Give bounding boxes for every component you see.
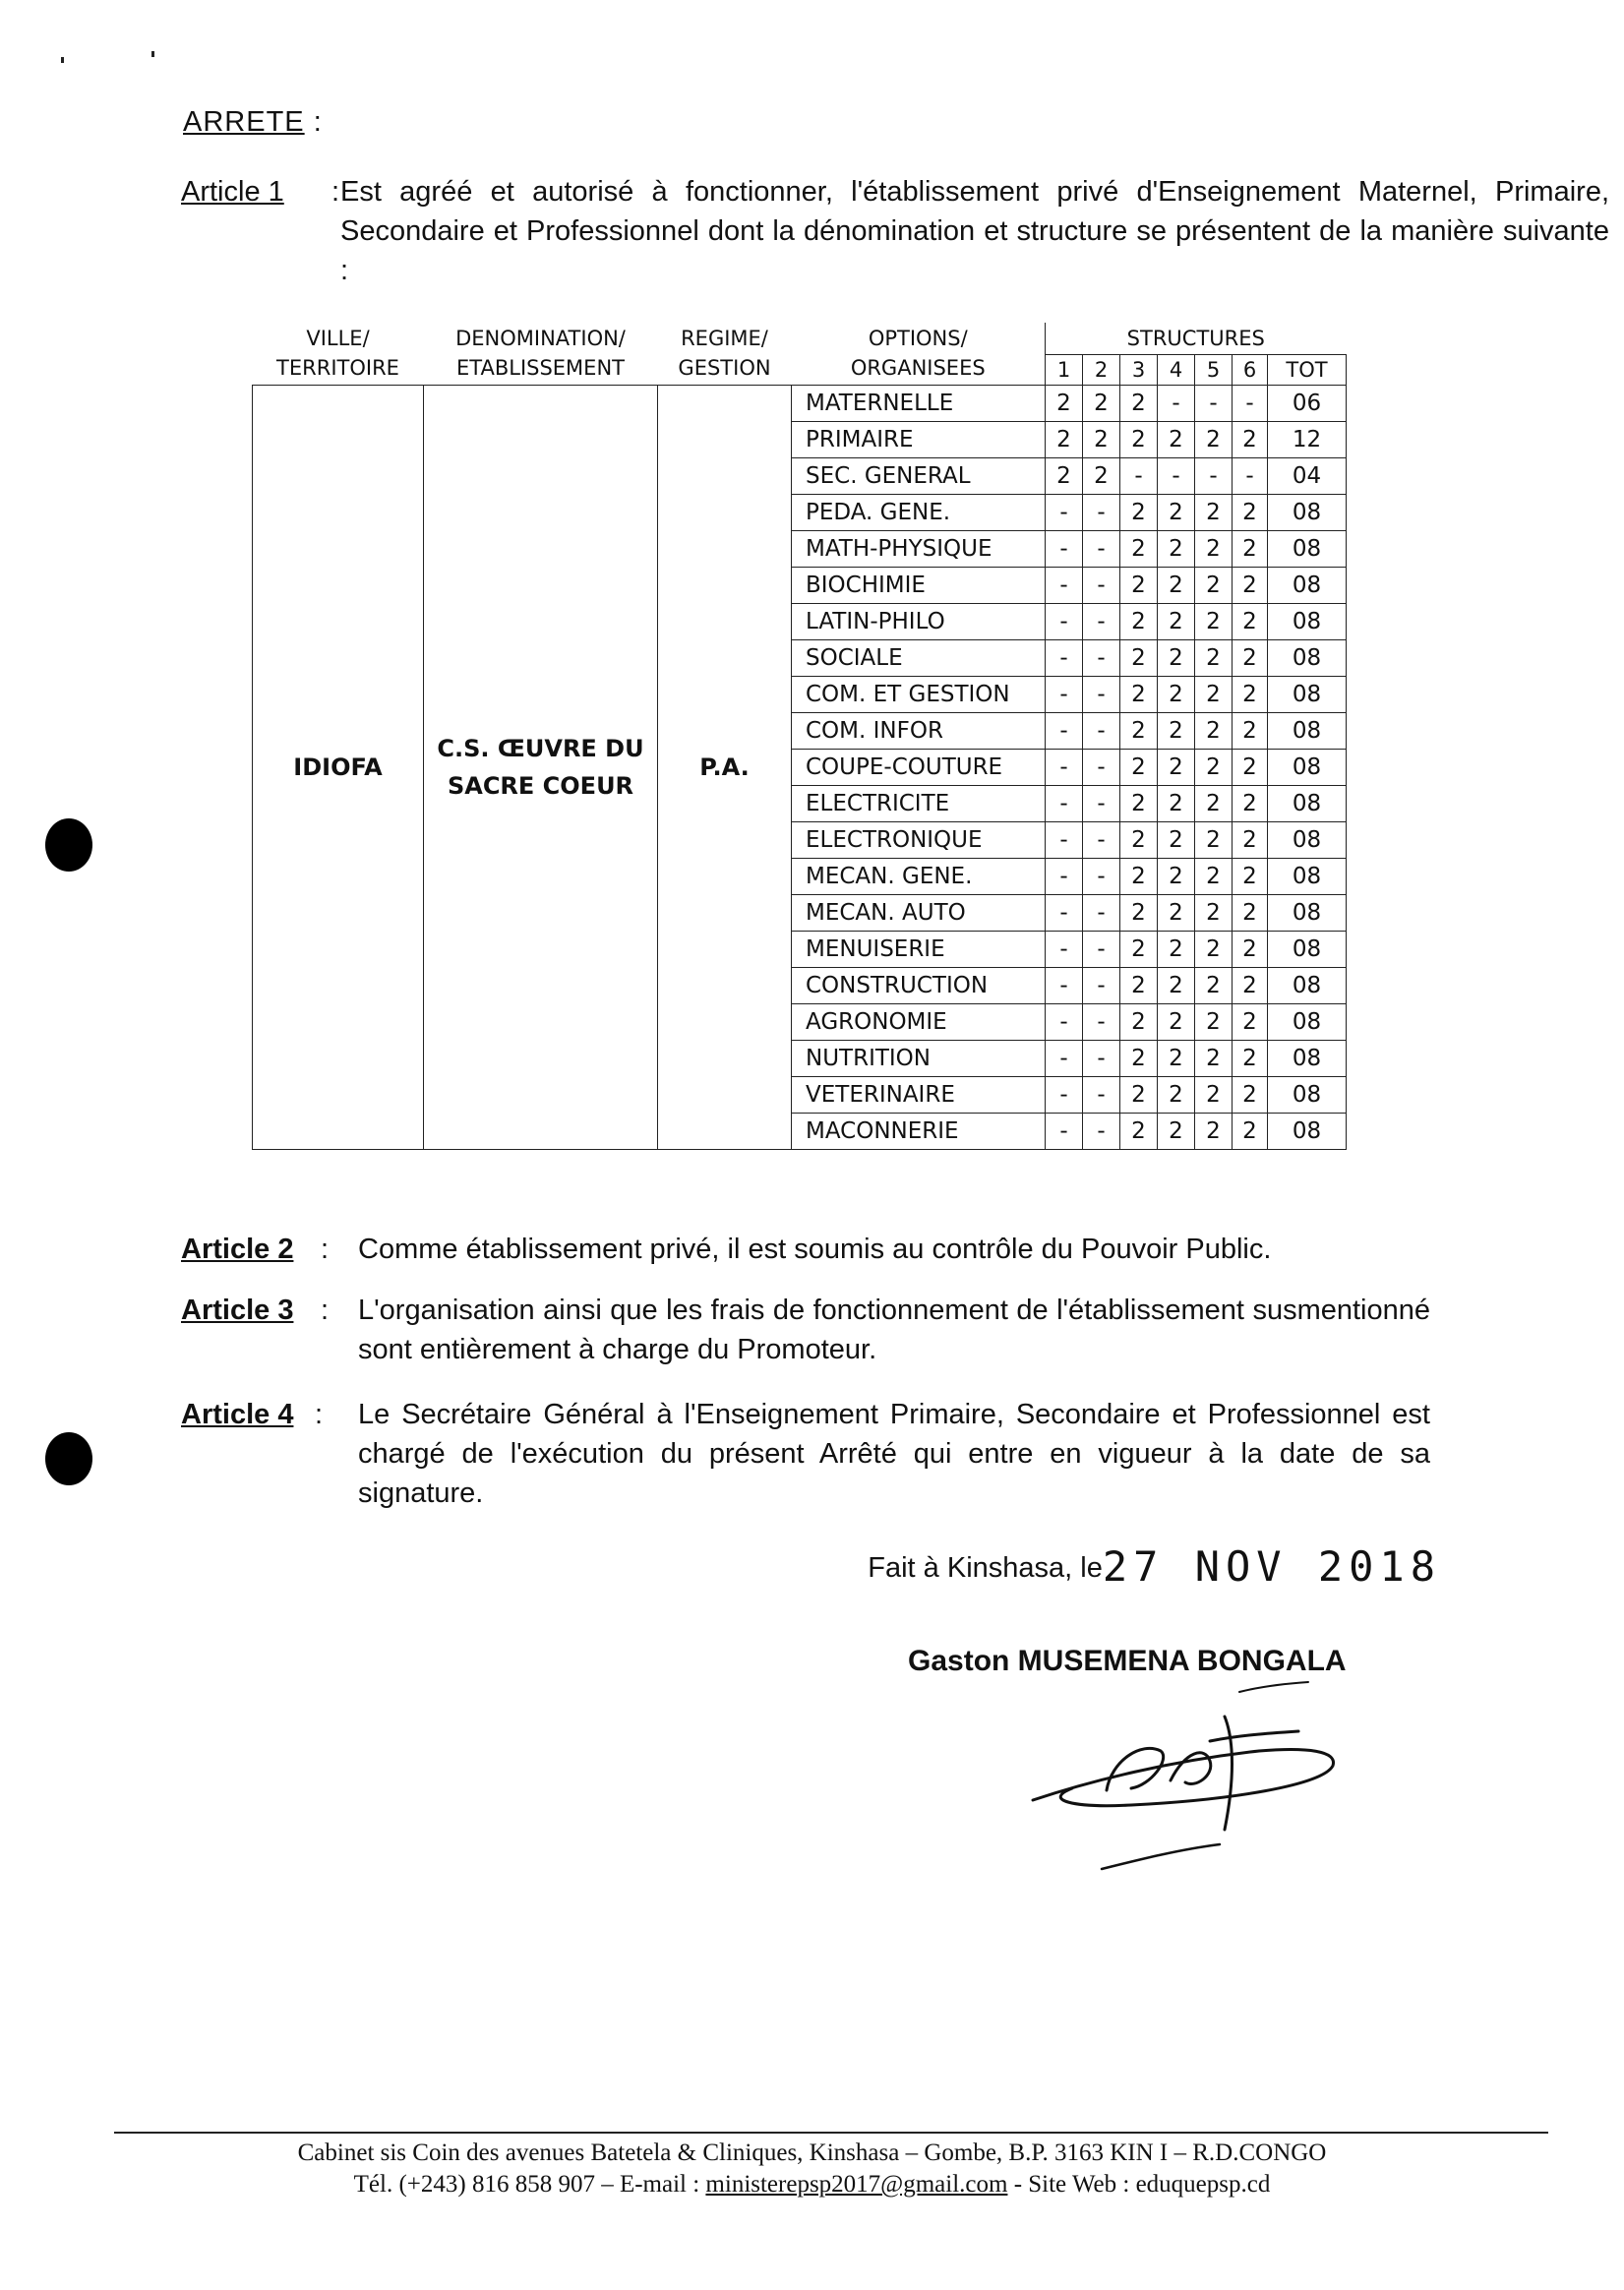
total-cell: 08 bbox=[1268, 1113, 1347, 1149]
total-cell: 08 bbox=[1268, 676, 1347, 712]
date-stamp: 27 NOV 2018 bbox=[1102, 1542, 1441, 1591]
structure-cell: 2 bbox=[1158, 821, 1195, 858]
option-cell: NUTRITION bbox=[792, 1040, 1046, 1076]
header-structures: STRUCTURES bbox=[1046, 323, 1347, 354]
structure-cell: - bbox=[1195, 457, 1233, 494]
structure-cell: - bbox=[1158, 385, 1195, 421]
footer-contact: Tél. (+243) 816 858 907 – E-mail : ministerepsp2017@gmail.com - Site Web : eduquepsp.cd bbox=[353, 2171, 1271, 2198]
structure-cell: 2 bbox=[1120, 1003, 1158, 1040]
option-cell: PRIMAIRE bbox=[792, 421, 1046, 457]
structure-cell: 2 bbox=[1233, 1003, 1268, 1040]
structure-cell: 2 bbox=[1195, 676, 1233, 712]
structure-cell: - bbox=[1083, 1113, 1120, 1149]
option-cell: MENUISERIE bbox=[792, 931, 1046, 967]
structure-cell: - bbox=[1083, 639, 1120, 676]
header-col-1: 1 bbox=[1046, 354, 1083, 385]
article-1-text: Est agréé et autorisé à fonctionner, l'établissement privé d'Enseignement Maternel, Primaire, Secondaire et Professionnel dont la dénomination et structure se présentent de la manière suivante : bbox=[340, 176, 1609, 286]
header-col-3: 3 bbox=[1120, 354, 1158, 385]
structure-cell: - bbox=[1046, 749, 1083, 785]
structure-cell: - bbox=[1083, 567, 1120, 603]
structure-cell: 2 bbox=[1158, 1040, 1195, 1076]
structure-cell: 2 bbox=[1158, 1003, 1195, 1040]
structure-cell: 2 bbox=[1120, 821, 1158, 858]
structure-cell: 2 bbox=[1233, 821, 1268, 858]
table-row bbox=[253, 385, 1347, 421]
scan-mark bbox=[151, 51, 154, 57]
total-cell: 08 bbox=[1268, 567, 1347, 603]
structure-cell: 2 bbox=[1120, 1076, 1158, 1113]
fait-a-kinshasa: Fait à Kinshasa, le27 NOV 2018 bbox=[868, 1542, 1441, 1591]
structure-cell: 2 bbox=[1158, 530, 1195, 567]
ville-cell: IDIOFA bbox=[253, 385, 424, 1149]
structure-cell: 2 bbox=[1233, 858, 1268, 894]
structure-cell: 2 bbox=[1083, 457, 1120, 494]
structure-cell: 2 bbox=[1120, 421, 1158, 457]
structure-cell: 2 bbox=[1195, 967, 1233, 1003]
total-cell: 08 bbox=[1268, 894, 1347, 931]
structure-cell: 2 bbox=[1120, 749, 1158, 785]
option-cell: PEDA. GENE. bbox=[792, 494, 1046, 530]
structure-cell: - bbox=[1158, 457, 1195, 494]
structure-cell: 2 bbox=[1233, 894, 1268, 931]
structure-cell: - bbox=[1083, 676, 1120, 712]
option-cell: ELECTRONIQUE bbox=[792, 821, 1046, 858]
structure-cell: 2 bbox=[1233, 639, 1268, 676]
structure-cell: 2 bbox=[1083, 421, 1120, 457]
structure-cell: 2 bbox=[1158, 785, 1195, 821]
structure-cell: - bbox=[1233, 385, 1268, 421]
option-cell: SOCIALE bbox=[792, 639, 1046, 676]
structure-cell: 2 bbox=[1120, 967, 1158, 1003]
option-cell: MECAN. GENE. bbox=[792, 858, 1046, 894]
structure-cell: 2 bbox=[1158, 1076, 1195, 1113]
structure-cell: 2 bbox=[1195, 639, 1233, 676]
structure-cell: - bbox=[1046, 785, 1083, 821]
option-cell: BIOCHIMIE bbox=[792, 567, 1046, 603]
structure-cell: 2 bbox=[1195, 858, 1233, 894]
punch-hole bbox=[45, 1432, 92, 1485]
punch-hole bbox=[45, 818, 92, 872]
total-cell: 04 bbox=[1268, 457, 1347, 494]
structure-cell: 2 bbox=[1158, 1113, 1195, 1149]
structure-table bbox=[252, 323, 1347, 1150]
option-cell: MATH-PHYSIQUE bbox=[792, 530, 1046, 567]
option-cell: MATERNELLE bbox=[792, 385, 1046, 421]
structure-cell: 2 bbox=[1120, 712, 1158, 749]
article-1-colon: : bbox=[331, 176, 340, 208]
structure-cell: 2 bbox=[1195, 1003, 1233, 1040]
structure-cell: 2 bbox=[1158, 858, 1195, 894]
structure-cell: 2 bbox=[1046, 457, 1083, 494]
structure-cell: - bbox=[1083, 785, 1120, 821]
structure-cell: - bbox=[1083, 1076, 1120, 1113]
handwritten-signature bbox=[1013, 1672, 1387, 1908]
structure-cell: 2 bbox=[1046, 385, 1083, 421]
total-cell: 08 bbox=[1268, 1003, 1347, 1040]
structure-cell: - bbox=[1083, 967, 1120, 1003]
header-col-4: 4 bbox=[1158, 354, 1195, 385]
structure-cell: 2 bbox=[1083, 385, 1120, 421]
article-1 bbox=[181, 172, 1609, 300]
structure-cell: - bbox=[1046, 894, 1083, 931]
structure-cell: 2 bbox=[1120, 385, 1158, 421]
structure-cell: - bbox=[1046, 858, 1083, 894]
structure-cell: 2 bbox=[1120, 639, 1158, 676]
structure-cell: - bbox=[1046, 567, 1083, 603]
structure-cell: 2 bbox=[1120, 931, 1158, 967]
structure-cell: 2 bbox=[1195, 421, 1233, 457]
structure-cell: 2 bbox=[1120, 894, 1158, 931]
header-regime: REGIME/ GESTION bbox=[658, 323, 792, 385]
option-cell: COM. ET GESTION bbox=[792, 676, 1046, 712]
total-cell: 12 bbox=[1268, 421, 1347, 457]
structure-cell: 2 bbox=[1158, 749, 1195, 785]
structure-cell: 2 bbox=[1233, 530, 1268, 567]
structure-cell: - bbox=[1083, 858, 1120, 894]
structure-cell: 2 bbox=[1195, 894, 1233, 931]
option-cell: MACONNERIE bbox=[792, 1113, 1046, 1149]
structure-cell: - bbox=[1083, 712, 1120, 749]
article-3-label: Article 3 bbox=[181, 1295, 294, 1326]
option-cell: MECAN. AUTO bbox=[792, 894, 1046, 931]
structure-cell: 2 bbox=[1158, 967, 1195, 1003]
structure-cell: 2 bbox=[1233, 749, 1268, 785]
article-3-colon: : bbox=[321, 1295, 330, 1326]
option-cell: VETERINAIRE bbox=[792, 1076, 1046, 1113]
structure-cell: 2 bbox=[1233, 421, 1268, 457]
structure-cell: 2 bbox=[1120, 785, 1158, 821]
structure-cell: 2 bbox=[1195, 530, 1233, 567]
structure-cell: 2 bbox=[1233, 567, 1268, 603]
structure-cell: 2 bbox=[1158, 603, 1195, 639]
header-ville: VILLE/ TERRITOIRE bbox=[253, 323, 424, 385]
header-denomination: DENOMINATION/ ETABLISSEMENT bbox=[424, 323, 658, 385]
structure-cell: 2 bbox=[1233, 676, 1268, 712]
structure-cell: 2 bbox=[1158, 676, 1195, 712]
structure-cell: 2 bbox=[1158, 894, 1195, 931]
article-2-colon: : bbox=[321, 1234, 330, 1265]
structure-cell: 2 bbox=[1120, 1113, 1158, 1149]
total-cell: 08 bbox=[1268, 749, 1347, 785]
structure-cell: - bbox=[1046, 1003, 1083, 1040]
footer-address: Cabinet sis Coin des avenues Batetela & Cliniques, Kinshasa – Gombe, B.P. 3163 KIN I – R.D.CONGO bbox=[297, 2139, 1327, 2166]
structure-cell: - bbox=[1046, 639, 1083, 676]
structure-cell: 2 bbox=[1233, 931, 1268, 967]
structure-cell: - bbox=[1046, 1076, 1083, 1113]
structure-cell: 2 bbox=[1120, 858, 1158, 894]
structure-cell: - bbox=[1046, 712, 1083, 749]
signatory-name: Gaston MUSEMENA BONGALA bbox=[908, 1645, 1347, 1677]
structure-cell: 2 bbox=[1120, 567, 1158, 603]
structure-table-body bbox=[253, 385, 1347, 1149]
article-2-label: Article 2 bbox=[181, 1234, 294, 1265]
total-cell: 08 bbox=[1268, 858, 1347, 894]
article-2 bbox=[181, 1230, 1420, 1273]
structure-cell: - bbox=[1083, 1003, 1120, 1040]
scan-mark bbox=[61, 57, 64, 63]
structure-cell: - bbox=[1083, 894, 1120, 931]
structure-cell: 2 bbox=[1233, 494, 1268, 530]
structure-cell: 2 bbox=[1158, 494, 1195, 530]
footer-email[interactable]: ministerepsp2017@gmail.com bbox=[705, 2171, 1008, 2198]
arrete-heading: ARRETE : bbox=[183, 106, 323, 138]
structure-cell: - bbox=[1120, 457, 1158, 494]
article-4 bbox=[181, 1395, 1430, 1517]
article-4-label: Article 4 bbox=[181, 1399, 294, 1430]
structure-cell: 2 bbox=[1120, 676, 1158, 712]
structure-cell: - bbox=[1233, 457, 1268, 494]
article-3-text: L'organisation ainsi que les frais de fonctionnement de l'établissement susmentionné sont entièrement à charge du Promoteur. bbox=[358, 1295, 1430, 1365]
structure-cell: - bbox=[1046, 603, 1083, 639]
total-cell: 08 bbox=[1268, 1076, 1347, 1113]
header-options: OPTIONS/ ORGANISEES bbox=[792, 323, 1046, 385]
structure-cell: 2 bbox=[1120, 530, 1158, 567]
structure-cell: - bbox=[1195, 385, 1233, 421]
structure-cell: 2 bbox=[1158, 639, 1195, 676]
structure-cell: 2 bbox=[1233, 712, 1268, 749]
structure-cell: - bbox=[1046, 530, 1083, 567]
article-3 bbox=[181, 1291, 1430, 1373]
total-cell: 08 bbox=[1268, 967, 1347, 1003]
structure-cell: - bbox=[1046, 967, 1083, 1003]
structure-cell: - bbox=[1046, 494, 1083, 530]
structure-cell: 2 bbox=[1195, 567, 1233, 603]
structure-cell: 2 bbox=[1120, 1040, 1158, 1076]
structure-cell: - bbox=[1083, 494, 1120, 530]
header-col-6: 6 bbox=[1233, 354, 1268, 385]
total-cell: 08 bbox=[1268, 494, 1347, 530]
option-cell: LATIN-PHILO bbox=[792, 603, 1046, 639]
total-cell: 08 bbox=[1268, 639, 1347, 676]
option-cell: SEC. GENERAL bbox=[792, 457, 1046, 494]
total-cell: 08 bbox=[1268, 530, 1347, 567]
option-cell: AGRONOMIE bbox=[792, 1003, 1046, 1040]
article-4-colon: : bbox=[315, 1399, 324, 1430]
option-cell: CONSTRUCTION bbox=[792, 967, 1046, 1003]
header-col-2: 2 bbox=[1083, 354, 1120, 385]
structure-cell: 2 bbox=[1195, 1076, 1233, 1113]
structure-cell: 2 bbox=[1195, 821, 1233, 858]
structure-cell: 2 bbox=[1120, 494, 1158, 530]
structure-cell: 2 bbox=[1158, 567, 1195, 603]
structure-cell: - bbox=[1046, 676, 1083, 712]
structure-cell: - bbox=[1046, 821, 1083, 858]
total-cell: 08 bbox=[1268, 931, 1347, 967]
structure-cell: 2 bbox=[1233, 1040, 1268, 1076]
structure-cell: - bbox=[1046, 931, 1083, 967]
structure-cell: - bbox=[1083, 749, 1120, 785]
footer-divider bbox=[114, 2132, 1548, 2134]
structure-cell: - bbox=[1046, 1040, 1083, 1076]
structure-cell: - bbox=[1083, 931, 1120, 967]
option-cell: COUPE-COUTURE bbox=[792, 749, 1046, 785]
total-cell: 08 bbox=[1268, 821, 1347, 858]
structure-cell: 2 bbox=[1233, 967, 1268, 1003]
option-cell: COM. INFOR bbox=[792, 712, 1046, 749]
structure-cell: 2 bbox=[1046, 421, 1083, 457]
structure-cell: 2 bbox=[1195, 931, 1233, 967]
article-2-text: Comme établissement privé, il est soumis au contrôle du Pouvoir Public. bbox=[358, 1234, 1272, 1265]
structure-cell: 2 bbox=[1195, 494, 1233, 530]
structure-cell: 2 bbox=[1195, 712, 1233, 749]
total-cell: 08 bbox=[1268, 785, 1347, 821]
structure-cell: 2 bbox=[1120, 603, 1158, 639]
structure-cell: 2 bbox=[1195, 1040, 1233, 1076]
structure-cell: 2 bbox=[1158, 931, 1195, 967]
structure-cell: - bbox=[1083, 530, 1120, 567]
structure-cell: - bbox=[1046, 1113, 1083, 1149]
structure-cell: 2 bbox=[1195, 603, 1233, 639]
total-cell: 08 bbox=[1268, 1040, 1347, 1076]
article-4-text: Le Secrétaire Général à l'Enseignement Primaire, Secondaire et Professionnel est chargé de l'exécution du présent Arrêté qui entre en vigueur à la date de sa signature. bbox=[358, 1399, 1430, 1509]
regime-cell: P.A. bbox=[658, 385, 792, 1149]
structure-cell: - bbox=[1083, 603, 1120, 639]
structure-cell: 2 bbox=[1233, 1076, 1268, 1113]
structure-cell: 2 bbox=[1158, 712, 1195, 749]
structure-cell: 2 bbox=[1233, 603, 1268, 639]
structure-cell: 2 bbox=[1158, 421, 1195, 457]
denomination-cell: C.S. ŒUVRE DU SACRE COEUR bbox=[424, 385, 658, 1149]
structure-cell: - bbox=[1083, 1040, 1120, 1076]
header-col-5: 5 bbox=[1195, 354, 1233, 385]
structure-cell: - bbox=[1083, 821, 1120, 858]
header-tot: TOT bbox=[1268, 354, 1347, 385]
article-1-label: Article 1 bbox=[181, 176, 284, 208]
option-cell: ELECTRICITE bbox=[792, 785, 1046, 821]
total-cell: 08 bbox=[1268, 712, 1347, 749]
structure-cell: 2 bbox=[1233, 785, 1268, 821]
total-cell: 08 bbox=[1268, 603, 1347, 639]
structure-cell: 2 bbox=[1195, 749, 1233, 785]
structure-cell: 2 bbox=[1195, 1113, 1233, 1149]
structure-cell: 2 bbox=[1233, 1113, 1268, 1149]
total-cell: 06 bbox=[1268, 385, 1347, 421]
structure-cell: 2 bbox=[1195, 785, 1233, 821]
